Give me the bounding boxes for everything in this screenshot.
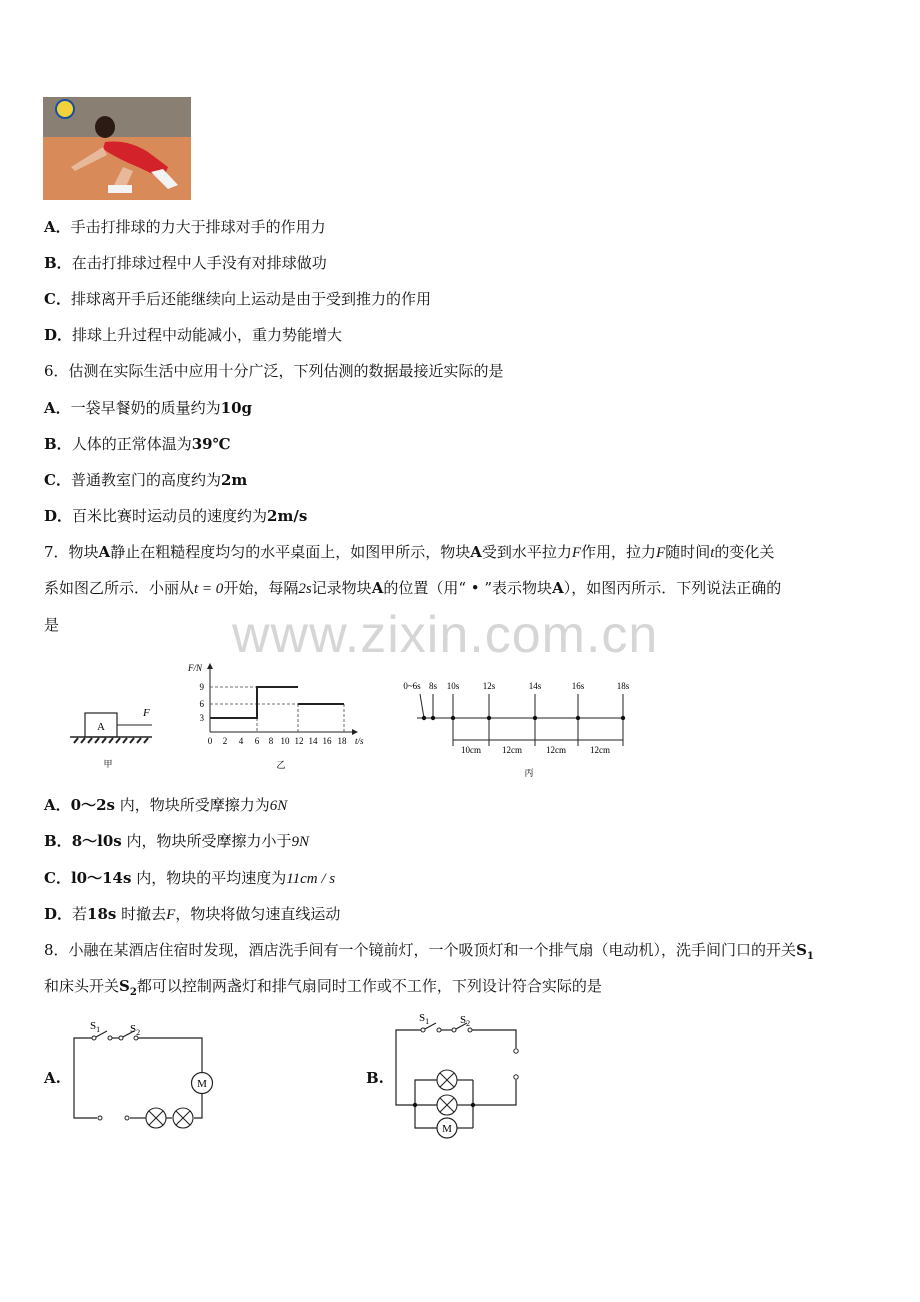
option-letter: B． <box>44 254 72 272</box>
option-letter: C． <box>44 290 71 308</box>
text: ），如图丙所示．下列说法正确的 <box>563 579 782 597</box>
switch-s1: S <box>796 941 807 959</box>
distance-label: 12cm <box>502 745 522 755</box>
switch-s1-label: $S_1$ <box>90 1020 101 1034</box>
text: 随时间 <box>665 543 711 561</box>
x-tick: 2 <box>222 736 228 746</box>
text: 记录物块 <box>311 579 372 597</box>
lamp-icon <box>173 1108 193 1128</box>
q5-option-a <box>44 217 326 237</box>
figure-jia <box>66 700 156 772</box>
x-tick: 4 <box>238 736 244 746</box>
option-text: 内，物块的平均速度为 <box>136 869 287 887</box>
x-tick: 0 <box>207 736 213 746</box>
watermark: www.zixin.com.cn <box>232 606 659 664</box>
figure-yi <box>185 660 370 772</box>
option-letter: C． <box>44 471 71 489</box>
q6-option-c <box>44 470 247 490</box>
option-letter: D． <box>44 507 73 525</box>
q5-option-b <box>44 253 327 273</box>
figure-bing <box>395 672 635 784</box>
time-symbol: t <box>710 545 715 561</box>
x-axis-label: t/s <box>355 736 364 746</box>
option-letter: B． <box>44 435 72 453</box>
option-value: 11cm / s <box>286 871 336 887</box>
force-symbol: F <box>656 545 666 561</box>
text: 系如图乙所示．小丽从 <box>44 579 195 597</box>
time-label: 0~6s <box>403 681 421 691</box>
q7-option-c <box>44 868 335 889</box>
option-letter: A． <box>44 218 71 236</box>
block-label: A <box>97 721 105 733</box>
y-tick: 6 <box>199 699 204 709</box>
caption-bing: 丙 <box>524 768 534 778</box>
svg-text:M: M <box>197 1078 207 1090</box>
block-label: A <box>552 579 564 597</box>
block-label: A <box>470 543 482 561</box>
q7-option-a <box>44 795 287 816</box>
text: 8．小融在某酒店住宿时发现，酒店洗手间有一个镜前灯，一个吸顶灯和一个排气扇（电动机），洗手间门口的开关 <box>44 941 797 959</box>
y-tick: 9 <box>199 682 204 692</box>
option-text: 普通教室门的高度约为 <box>70 471 221 489</box>
text: 的位置（用“ • ”表示物块 <box>383 579 553 597</box>
option-value: 10g <box>220 399 253 417</box>
x-tick: 16 <box>322 736 332 746</box>
text: 作用，拉力 <box>581 543 657 561</box>
q5-option-c <box>44 289 431 309</box>
x-tick: 10 <box>280 736 290 746</box>
option-text: 在击打排球过程中人手没有对排球做功 <box>71 254 327 272</box>
x-tick: 6 <box>254 736 260 746</box>
circuit-a <box>66 1015 226 1133</box>
q7-stem-line2 <box>44 578 781 599</box>
lamp-icon <box>437 1095 457 1115</box>
force-symbol: F <box>166 907 176 923</box>
x-tick: 14 <box>308 736 318 746</box>
text: 都可以控制两盏灯和排气扇同时工作或不工作，下列设计符合实际的是 <box>136 977 602 995</box>
option-range: l0～14s <box>70 869 132 887</box>
time-zero: t = 0 <box>194 581 224 597</box>
distance-label: 12cm <box>546 745 566 755</box>
option-text: 若 <box>72 905 88 923</box>
time-label: 12s <box>482 681 496 691</box>
option-range: 8～l0s <box>71 832 122 850</box>
option-text: 内，物块所受摩擦力为 <box>119 796 270 814</box>
q5-option-d <box>44 325 342 345</box>
interval: 2s <box>298 581 312 597</box>
y-axis-label: F/N <box>188 663 203 673</box>
text: 开始，每隔 <box>223 579 299 597</box>
option-text: 百米比赛时运动员的速度约为 <box>72 507 268 525</box>
motor-icon <box>437 1118 457 1138</box>
option-range: 18s <box>87 905 117 923</box>
option-value: 2m <box>220 471 248 489</box>
q6-stem: 6．估测在实际生活中应用十分广泛，下列估测的数据最接近实际的是 <box>44 362 504 380</box>
x-tick: 18 <box>337 736 347 746</box>
x-tick: 12 <box>294 736 304 746</box>
volleyball-player-photo <box>43 97 191 200</box>
option-text: ，物块将做匀速直线运动 <box>175 905 341 923</box>
q7-stem-line1 <box>44 542 774 563</box>
q6-option-d <box>44 506 307 526</box>
distance-label: 10cm <box>461 745 481 755</box>
q6-option-a <box>44 398 252 418</box>
lamp-icon <box>146 1108 166 1128</box>
block-label: A <box>371 579 384 597</box>
distance-label: 12cm <box>590 745 610 755</box>
option-value: 9N <box>291 834 310 850</box>
time-label: 14s <box>528 681 542 691</box>
switch-s2: S <box>119 977 130 995</box>
motor-icon <box>192 1073 213 1094</box>
text: 的变化关 <box>714 543 775 561</box>
option-text: 一袋早餐奶的质量约为 <box>70 399 221 417</box>
block-label: A <box>98 543 111 561</box>
q7-stem-line3: 是 <box>44 616 60 634</box>
time-label: 8s <box>428 681 438 691</box>
force-symbol: F <box>571 545 582 561</box>
option-value: 39℃ <box>191 435 231 453</box>
subscript: 1 <box>806 951 814 962</box>
option-letter: D． <box>44 326 73 344</box>
q8-stem-line1 <box>44 940 814 967</box>
caption-yi: 乙 <box>276 760 286 770</box>
caption-jia: 甲 <box>103 759 113 769</box>
q7-option-d <box>44 904 340 925</box>
switch-s2-label: $S_2$ <box>460 1014 471 1028</box>
option-text: 手击打排球的力大于排球对手的作用力 <box>70 218 326 236</box>
option-text: 时撤去 <box>121 905 167 923</box>
option-value: 2m/s <box>267 507 308 525</box>
switch-s2-label: $S_2$ <box>130 1023 141 1037</box>
option-text: 排球离开手后还能继续向上运动是由于受到推力的作用 <box>70 290 431 308</box>
q7-option-b <box>44 831 309 852</box>
circuit-a-label: A. <box>44 1069 61 1087</box>
option-letter: B． <box>44 832 72 850</box>
lamp-icon <box>437 1070 457 1090</box>
time-label: 16s <box>571 681 585 691</box>
option-text: 人体的正常体温为 <box>71 435 192 453</box>
option-letter: A． <box>44 399 71 417</box>
y-tick: 3 <box>199 713 204 723</box>
circuit-b <box>388 1008 538 1143</box>
option-letter: D． <box>44 905 73 923</box>
subscript: 2 <box>129 987 137 998</box>
x-tick: 8 <box>268 736 274 746</box>
text: 受到水平拉力 <box>481 543 572 561</box>
option-value: 6N <box>269 798 288 814</box>
text: 和床头开关 <box>44 977 120 995</box>
option-letter: A． <box>44 796 71 814</box>
option-range: 0～2s <box>70 796 115 814</box>
svg-text:M: M <box>442 1123 452 1135</box>
time-label: 10s <box>446 681 460 691</box>
q8-stem-line2 <box>44 976 602 1003</box>
option-text: 排球上升过程中动能减小，重力势能增大 <box>72 326 343 344</box>
time-label: 18s <box>616 681 630 691</box>
text: 静止在粗糙程度均匀的水平桌面上，如图甲所示，物块 <box>110 543 471 561</box>
force-label: F <box>143 707 150 719</box>
switch-s1-label: $S_1$ <box>419 1012 430 1026</box>
option-text: 内，物块所受摩擦力小于 <box>126 832 292 850</box>
text: 7．物块 <box>44 543 99 561</box>
option-letter: C． <box>44 869 71 887</box>
q6-option-b <box>44 434 231 454</box>
circuit-b-label: B. <box>366 1069 384 1087</box>
